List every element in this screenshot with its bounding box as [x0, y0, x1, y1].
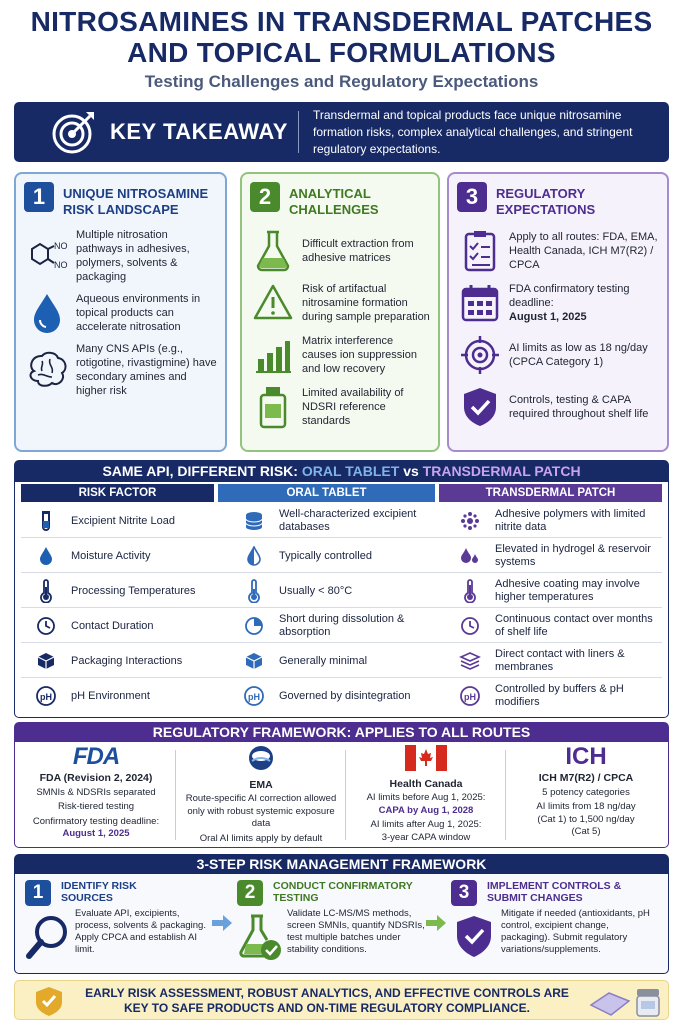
fda-deadline-date: August 1, 2025 — [509, 311, 587, 323]
comparison-section-title — [14, 460, 669, 482]
card-risk-landscape — [14, 172, 227, 452]
ich-column — [511, 742, 661, 846]
card-item-text: Multiple nitrosation pathways in adhesives, polymers, solvents & packaging — [76, 229, 190, 283]
comparison-title-vs: vs — [403, 463, 419, 479]
key-takeaway-divider — [298, 111, 299, 153]
regulator-detail: 5 potency categories — [542, 786, 630, 798]
card-item-text: AI limits as low as 18 ng/day (CPCA Category 1) — [509, 342, 648, 368]
package-box-icon — [241, 651, 267, 671]
patch-text: Controlled by buffers & pH modifiers — [495, 683, 624, 708]
page-subtitle: Testing Challenges and Regulatory Expectations — [144, 72, 539, 91]
card-item — [24, 290, 217, 336]
oral-cell — [241, 679, 441, 713]
patch-cell — [457, 644, 657, 678]
checklist-icon — [457, 228, 503, 274]
card-item — [24, 228, 217, 284]
oral-text: Generally minimal — [279, 654, 368, 667]
oral-text: Short during dissolution & absorption — [279, 613, 405, 638]
card-item — [457, 228, 659, 274]
table-row — [21, 679, 662, 713]
step-text: Mitigate if needed (antioxidants, pH control, excipient change, packaging). Submit regulatory variations/supplements. — [501, 908, 650, 955]
clock-icon — [33, 616, 59, 636]
page-title — [0, 0, 683, 68]
flask-icon — [250, 228, 296, 274]
risk-factor-cell — [33, 504, 213, 538]
water-drops-icon — [457, 546, 483, 566]
gold-shield-icon — [33, 985, 65, 1017]
card-item-text — [509, 282, 659, 324]
drop-half-icon — [241, 546, 267, 566]
comparison-title-prefix: SAME API, DIFFERENT RISK: — [102, 463, 298, 479]
step-number: 1 — [25, 880, 51, 906]
flask-check-icon — [237, 910, 283, 962]
layers-icon — [457, 651, 483, 671]
card-item-text: Aqueous environments in topical products can accelerate nitrosation — [76, 293, 201, 333]
water-drop-icon — [33, 546, 59, 566]
step-title: IDENTIFY RISK SOURCES — [61, 880, 137, 904]
step-title: IMPLEMENT CONTROLS & SUBMIT CHANGES — [487, 880, 622, 904]
svg-text:NO: NO — [54, 260, 68, 270]
regulator-name: ICH M7(R2) / CPCA — [538, 772, 634, 784]
regulatory-framework — [14, 742, 669, 848]
comparison-title-oral: ORAL TABLET — [301, 463, 400, 479]
svg-text:NO: NO — [54, 241, 68, 251]
canada-flag-icon — [405, 745, 447, 771]
title-line-1: NITROSAMINES IN TRANSDERMAL PATCHES — [30, 6, 653, 37]
regulator-detail: Oral AI limits apply by default — [199, 832, 323, 844]
card-number: 2 — [250, 182, 280, 212]
thermometer-icon — [33, 579, 59, 603]
test-tube-icon — [33, 510, 59, 532]
card-item — [250, 280, 430, 326]
patch-cell — [457, 679, 657, 713]
water-drop-icon — [24, 290, 70, 336]
card-number: 1 — [24, 182, 54, 212]
card-number: 3 — [457, 182, 487, 212]
patch-cell — [457, 609, 657, 643]
card-analytical-challenges — [240, 172, 440, 452]
risk-factor-cell — [33, 644, 213, 678]
card-item — [250, 384, 430, 430]
polymer-dots-icon — [457, 511, 483, 531]
regulator-detail: 3-year CAPA window — [381, 831, 471, 843]
oral-text: Usually < 80°C — [279, 584, 353, 597]
ich-logo: ICH — [565, 743, 607, 770]
calendar-icon — [457, 280, 503, 326]
step-identify — [25, 878, 210, 970]
card-item-text: Apply to all routes: FDA, EMA, Health Canada, ICH M7(R2) / CPCA — [509, 231, 658, 271]
step-controls — [451, 878, 656, 970]
column-divider — [505, 750, 506, 840]
warning-icon — [250, 280, 296, 326]
oral-text: Typically controlled — [279, 549, 372, 562]
regulator-detail: AI limits from 18 ng/day (Cat 1) to 1,500 ng/day (Cat 5) — [536, 801, 636, 837]
risk-factor-cell — [33, 609, 213, 643]
patch-cell — [457, 504, 657, 538]
regulator-detail: Route-specific AI correction allowed only with robust systemic exposure data — [185, 793, 337, 829]
risk-factor-cell — [33, 679, 213, 713]
step-text: Validate LC-MS/MS methods, screen SMNIs, quantify NDSRIs, test multiple batches under stability conditions. — [287, 908, 425, 955]
regulator-detail: Risk-tiered testing — [57, 801, 135, 812]
oral-text: Well-characterized excipient databases — [279, 508, 417, 533]
column-header-risk-factor: RISK FACTOR — [21, 484, 214, 502]
footer-text: EARLY RISK ASSESSMENT, ROBUST ANALYTICS, AND EFFECTIVE CONTROLS ARE KEY TO SAFE PRODUCTS AND ON-TIME REGULATORY COMPLIANCE. — [85, 986, 569, 1015]
svg-text:pH: pH — [248, 692, 260, 702]
card-regulatory-expectations — [447, 172, 669, 452]
ph-icon — [241, 685, 267, 707]
card-item — [457, 280, 659, 326]
column-header-transdermal-patch: TRANSDERMAL PATCH — [439, 484, 662, 502]
patch-cell — [457, 539, 657, 573]
risk-factor-label: Excipient Nitrite Load — [71, 514, 175, 527]
card-item-text: Difficult extraction from adhesive matrices — [302, 238, 414, 264]
patch-cell — [457, 574, 657, 608]
package-box-icon — [33, 651, 59, 671]
step-text: Evaluate API, excipients, process, solvents & packaging. Apply CPCA and establish AI limit. — [75, 908, 206, 955]
card-title: UNIQUE NITROSAMINE RISK LANDSCAPE — [63, 186, 209, 217]
risk-factor-label: pH Environment — [71, 689, 150, 702]
card-item-text: Matrix interference causes ion suppression and low recovery — [302, 335, 417, 375]
column-divider — [345, 750, 346, 840]
step-number: 2 — [237, 880, 263, 906]
card-title: REGULATORY EXPECTATIONS — [496, 186, 596, 217]
oral-cell — [241, 539, 441, 573]
risk-factor-label: Moisture Activity — [71, 549, 151, 562]
shield-check-icon — [457, 384, 503, 430]
svg-text:pH: pH — [40, 692, 52, 702]
fda-column — [21, 742, 171, 846]
step-testing — [237, 878, 427, 970]
risk-factor-label: Contact Duration — [71, 619, 154, 632]
database-icon — [241, 511, 267, 531]
regulator-name: Health Canada — [389, 777, 463, 790]
capa-deadline: CAPA by Aug 1, 2028 — [378, 804, 474, 816]
health-canada-column — [351, 742, 501, 846]
framework-steps — [14, 874, 669, 974]
regulator-name: FDA (Revision 2, 2024) — [39, 772, 153, 784]
thermometer-icon — [457, 579, 483, 603]
oral-cell — [241, 609, 441, 643]
arrow-right-icon — [425, 914, 447, 932]
ph-icon — [457, 685, 483, 707]
patch-text: Continuous contact over months of shelf life — [495, 613, 653, 638]
column-header-oral-tablet: ORAL TABLET — [218, 484, 435, 502]
shield-check-icon — [451, 910, 497, 962]
ema-column — [181, 742, 341, 846]
ph-icon — [33, 685, 59, 707]
footer-banner — [14, 980, 669, 1020]
regulator-name: EMA — [249, 778, 273, 791]
card-item — [250, 332, 430, 378]
card-item — [250, 228, 430, 274]
patch-text: Adhesive coating may involve higher temperatures — [495, 578, 640, 603]
oral-text: Governed by disintegration — [279, 689, 411, 702]
regulator-detail: AI limits after Aug 1, 2025: — [370, 819, 482, 830]
oral-cell — [241, 644, 441, 678]
target-arrow-icon — [48, 106, 100, 158]
card-item-text: Risk of artifactual nitrosamine formation during sample preparation — [302, 283, 430, 323]
comparison-table — [14, 482, 669, 718]
risk-factor-label: Processing Temperatures — [71, 584, 196, 597]
magnifier-icon — [25, 910, 71, 962]
key-takeaway-banner — [14, 102, 669, 162]
regulatory-section-title: REGULATORY FRAMEWORK: APPLIES TO ALL ROUTES — [14, 722, 669, 742]
regulator-detail: SMNIs & NDSRIs separated — [36, 786, 156, 798]
step-number: 3 — [451, 880, 477, 906]
fda-logo: FDA — [72, 743, 120, 770]
risk-factor-label: Packaging Interactions — [71, 654, 183, 667]
patch-and-jar-icon — [585, 985, 665, 1019]
card-item-text: Limited availability of NDSRI reference standards — [302, 387, 404, 427]
patch-text: Elevated in hydrogel & reservoir systems — [495, 543, 651, 568]
reference-bottle-icon — [250, 384, 296, 430]
arrow-right-icon — [211, 914, 233, 932]
card-item — [457, 384, 659, 430]
key-takeaway-label: KEY TAKEAWAY — [110, 119, 288, 144]
key-takeaway-text: Transdermal and topical products face unique nitrosamine formation risks, complex analytical challenges, and stringent regulatory expectations. — [313, 107, 633, 156]
card-item-text-plain: FDA confirmatory testing deadline: — [509, 283, 630, 309]
bar-chart-icon — [250, 332, 296, 378]
regulator-detail: Confirmatory testing deadline: — [32, 815, 160, 827]
target-icon — [457, 332, 503, 378]
patch-text: Adhesive polymers with limited nitrite data — [495, 508, 646, 533]
table-row — [21, 644, 662, 678]
ema-logo-icon — [246, 744, 276, 772]
oral-cell — [241, 504, 441, 538]
patch-text: Direct contact with liners & membranes — [495, 648, 625, 673]
brain-icon — [24, 347, 70, 393]
card-title: ANALYTICAL CHALLENGES — [289, 186, 379, 217]
comparison-title-transdermal: TRANSDERMAL PATCH — [422, 463, 581, 479]
table-row — [21, 504, 662, 538]
card-item — [457, 332, 659, 378]
title-line-2: AND TOPICAL FORMULATIONS — [127, 37, 556, 68]
table-row — [21, 609, 662, 643]
risk-factor-cell — [33, 539, 213, 573]
clock-icon — [457, 616, 483, 636]
card-item-text: Controls, testing & CAPA required throughout shelf life — [509, 394, 649, 420]
svg-text:pH: pH — [464, 692, 476, 702]
card-item-text: Many CNS APIs (e.g., rotigotine, rivastigmine) have secondary amines and higher risk — [76, 343, 217, 397]
fda-deadline: August 1, 2025 — [62, 828, 130, 839]
step-title: CONDUCT CONFIRMATORY TESTING — [273, 880, 413, 904]
regulator-detail: AI limits before Aug 1, 2025: — [366, 792, 486, 803]
pie-timer-icon — [241, 616, 267, 636]
framework-section-title: 3-STEP RISK MANAGEMENT FRAMEWORK — [14, 854, 669, 874]
thermometer-icon — [241, 579, 267, 603]
risk-factor-cell — [33, 574, 213, 608]
column-divider — [175, 750, 176, 840]
nitrosamine-molecule-icon — [24, 233, 70, 279]
card-item — [24, 342, 217, 398]
table-row — [21, 574, 662, 608]
oral-cell — [241, 574, 441, 608]
table-row — [21, 539, 662, 573]
